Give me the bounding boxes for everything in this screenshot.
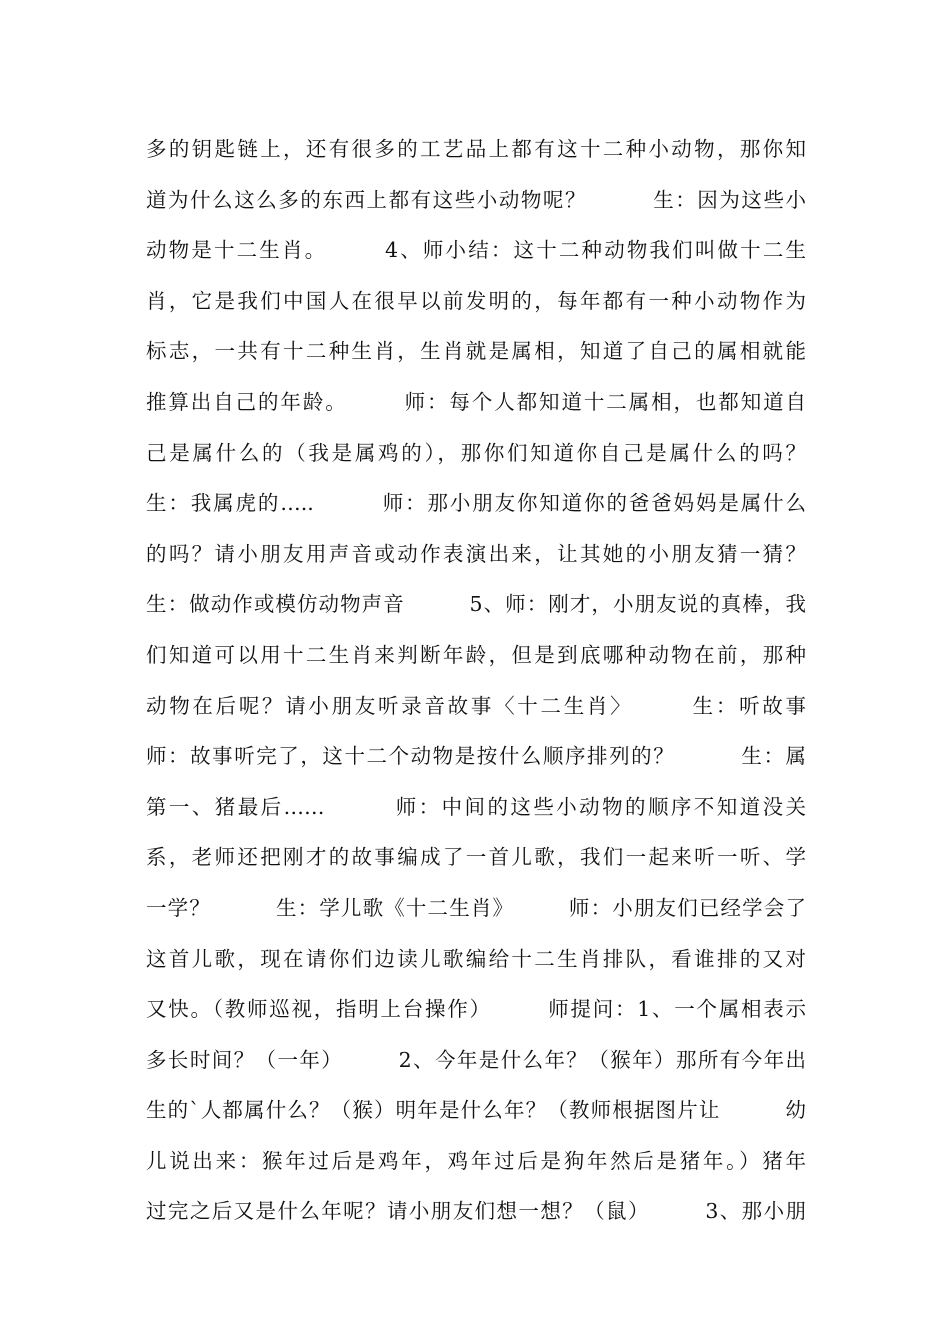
text-line-17: 这首儿歌，现在请你们边读儿歌编给十二生肖排队，看谁排的又对 (146, 946, 806, 971)
text-line-7: 己是属什么的（我是属鸡的），那你们知道你自己是属什么的吗？ (146, 440, 806, 465)
body-text (146, 124, 806, 1237)
text-line-4: 肖，它是我们中国人在很早以前发明的，每年都有一种小动物作为 (146, 288, 806, 313)
text-line-15: 系，老师还把刚才的故事编成了一首儿歌，我们一起来听一听、学 (146, 845, 806, 870)
text-line-9: 的吗？请小朋友用声音或动作表演出来，让其她的小朋友猜一猜？ (146, 541, 806, 566)
text-line-20: 生的`人都属什么？（猴）明年是什么年？（教师根据图片让 幼 (146, 1098, 806, 1123)
text-line-11: 们知道可以用十二生肖来判断年龄，但是到底哪种动物在前，那种 (146, 642, 806, 667)
text-line-22: 过完之后又是什么年呢？请小朋友们想一想？（鼠） 3、那小朋 (146, 1199, 806, 1224)
text-line-10: 生：做动作或模仿动物声音 5、师：刚才，小朋友说的真棒，我 (146, 592, 806, 617)
text-line-21: 儿说出来：猴年过后是鸡年，鸡年过后是狗年然后是猪年。）猪年 (146, 1148, 806, 1173)
text-line-3: 动物是十二生肖。 4、师小结：这十二种动物我们叫做十二生 (146, 238, 806, 263)
text-line-2: 道为什么这么多的东西上都有这些小动物呢？ 生：因为这些小 (146, 187, 806, 212)
text-line-13: 师：故事听完了，这十二个动物是按什么顺序排列的？ 生：属 (146, 744, 806, 769)
text-line-1: 多的钥匙链上，还有很多的工艺品上都有这十二种小动物，那你知 (146, 137, 806, 161)
text-line-8: 生：我属虎的….. 师：那小朋友你知道你的爸爸妈妈是属什么 (146, 491, 806, 516)
text-line-18: 又快。（教师巡视，指明上台操作） 师提问：1、一个属相表示 (146, 997, 806, 1022)
text-line-5: 标志，一共有十二种生肖，生肖就是属相，知道了自己的属相就能 (146, 339, 806, 364)
text-line-16: 一学？ 生：学儿歌《十二生肖》 师：小朋友们已经学会了 (146, 895, 806, 920)
text-line-19: 多长时间？（一年） 2、今年是什么年？（猴年）那所有今年出 (146, 1047, 806, 1072)
text-line-6: 推算出自己的年龄。 师：每个人都知道十二属相，也都知道自 (146, 389, 806, 414)
text-line-12: 动物在后呢？请小朋友听录音故事〈十二生肖〉 生：听故事 (146, 693, 806, 718)
text-line-14: 第一、猪最后…… 师：中间的这些小动物的顺序不知道没关 (146, 794, 806, 819)
